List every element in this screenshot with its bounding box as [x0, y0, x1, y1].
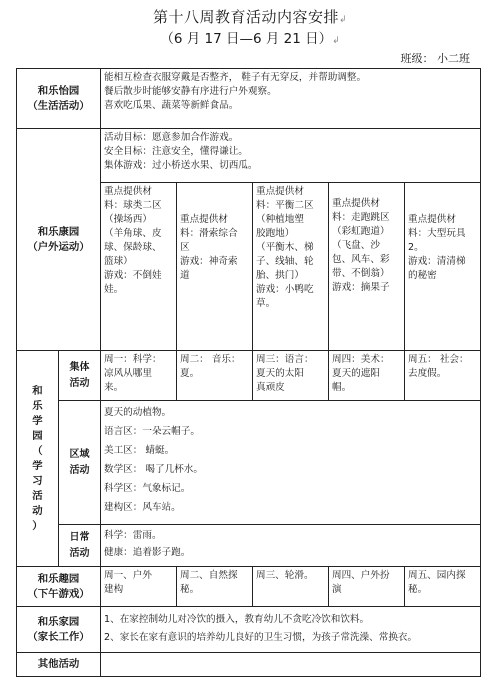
health-goals-row	[17, 129, 481, 183]
learning-header: 和 乐 学 园 （ 学 习 活 动 ）	[17, 351, 59, 567]
life-header: 和乐怡园 （生活活动）	[17, 69, 101, 129]
daily-activity-content	[101, 525, 481, 567]
area-line: 建构区：风车站。	[104, 502, 181, 513]
group-day-1: 周一：科学： 凉风从哪里 来。	[101, 351, 177, 401]
zone-cell-1: 重点提供材 料：球类二区 （操场西） （羊角球、皮 球、保龄球、 篮球） 游戏：不倒娃 娃。	[101, 183, 177, 351]
health-line: 活动目标：愿意参加合作游戏。	[104, 132, 239, 143]
schedule-table	[16, 68, 481, 677]
fun-day-3: 周三、轮滑。	[253, 567, 329, 607]
area-line: 美工区： 蜻蜓。	[104, 445, 175, 456]
learning-group-row	[17, 351, 481, 401]
life-row	[17, 69, 481, 129]
other-content	[101, 653, 481, 677]
daily-line: 健康：追着影子跑。	[104, 547, 191, 558]
fun-row	[17, 567, 481, 607]
health-goals	[101, 129, 481, 183]
fun-day-1: 周一、户外 建构	[101, 567, 177, 607]
area-line: 语言区：一朵云帽子。	[104, 426, 200, 437]
health-line: 集体游戏：过小桥送水果、切西瓜。	[104, 160, 258, 171]
health-line: 安全目标：注意安全，懂得谦让。	[104, 146, 248, 157]
life-line: 喜欢吃瓜果、蔬菜等新鲜食品。	[104, 100, 239, 111]
home-line: 1、在家控制幼儿对冷饮的摄入，教育幼儿不贪吃冷饮和饮料。	[104, 614, 370, 625]
fun-day-4: 周四、户外扮 演	[329, 567, 405, 607]
fun-day-5: 周五、园内探 秘。	[405, 567, 481, 607]
home-line: 2、家长在家有意识的培养幼儿良好的卫生习惯，为孩子常洗澡、常换衣。	[104, 632, 418, 643]
area-line: 夏天的动植物。	[104, 407, 172, 418]
group-day-2: 周二： 音乐： 夏。	[177, 351, 253, 401]
learning-daily-row	[17, 525, 481, 567]
zone-cell-3: 重点提供材 料：平衡二区 （种植地塑 胶跑地） （平衡木、梯 子、线轴、轮 胎、拱门） 游戏：小鸭吃 草。	[253, 183, 329, 351]
fun-day-2: 周二、自然探 秘。	[177, 567, 253, 607]
life-line: 能相互检查衣服穿戴是否整齐， 鞋子有无穿反，并帮助调整。	[104, 72, 367, 83]
fun-header: 和乐趣园 （下午游戏）	[17, 567, 101, 607]
zone-cell-2: 重点提供材 料：滑索综合 区 游戏：神奇索 道	[177, 183, 253, 351]
page-title: 第十八周教育活动内容安排↲	[152, 8, 348, 26]
group-day-3: 周三：语言： 夏天的太阳 真顽皮	[253, 351, 329, 401]
other-header: 其他活动	[17, 653, 101, 677]
home-content	[101, 607, 481, 653]
daily-activity-label: 日常 活动	[59, 525, 101, 567]
area-line: 数学区： 喝了几杯水。	[104, 464, 203, 475]
zone-cell-5: 重点提供材 料：大型玩具 2。 游戏：清清梯 的秘密	[405, 183, 481, 351]
area-activity-content	[101, 401, 481, 525]
area-line: 科学区：气象标记。	[104, 483, 191, 494]
class-label: 班级： 小二班	[400, 52, 470, 65]
group-day-5: 周五： 社会： 去度假。	[405, 351, 481, 401]
life-content	[101, 69, 481, 129]
zone-cell-4: 重点提供材 料：走跑跳区 （彩虹跑道） （飞盘、沙 包、风车、彩 带、不倒翁） 游戏：摘果子	[329, 183, 405, 351]
daily-line: 科学：雷雨。	[104, 530, 162, 541]
home-header: 和乐家园 （家长工作）	[17, 607, 101, 653]
group-activity-label: 集体 活动	[59, 351, 101, 401]
other-row	[17, 653, 481, 677]
learning-area-row	[17, 401, 481, 525]
home-row	[17, 607, 481, 653]
life-line: 餐后散步时能够安静有序进行户外观察。	[104, 86, 277, 97]
health-header: 和乐康园 （户外运动）	[17, 129, 101, 351]
date-range: （6 月 17 日—6 月 21 日）↲	[160, 31, 340, 47]
area-activity-label: 区域 活动	[59, 401, 101, 525]
group-day-4: 周四：美术： 夏天的遮阳 帽。	[329, 351, 405, 401]
